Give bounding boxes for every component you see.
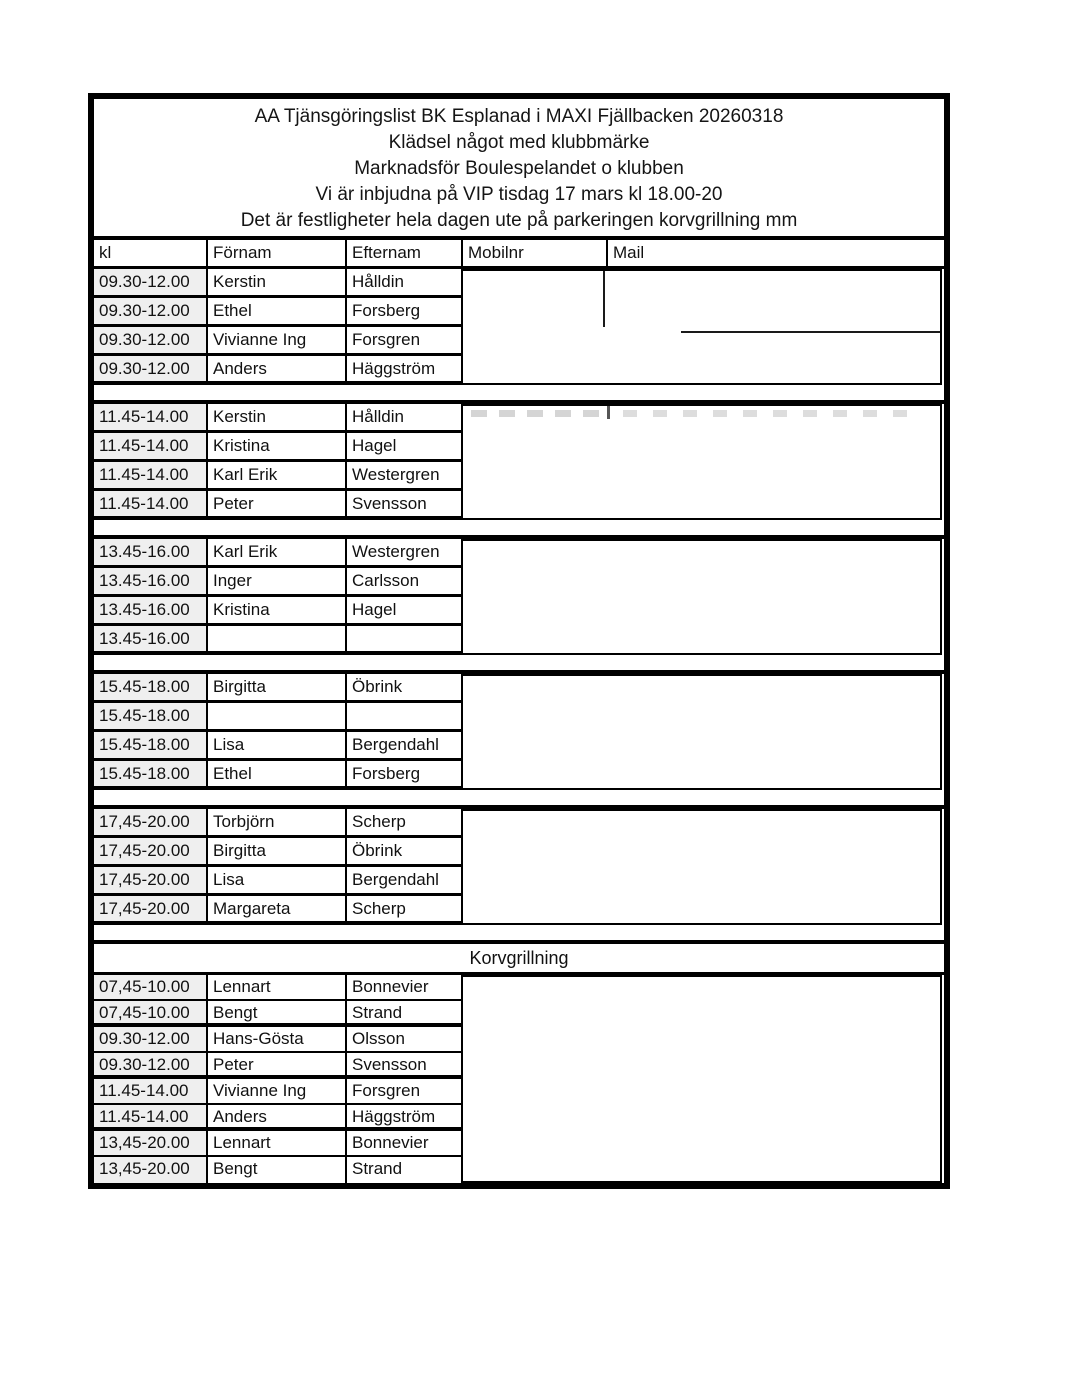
cell-fornamn xyxy=(208,626,347,651)
redacted-contact-area xyxy=(463,809,942,925)
table-row xyxy=(94,761,463,790)
cell-efternamn: Scherp xyxy=(347,809,463,835)
cell-efternamn: Strand xyxy=(347,1001,463,1023)
table-row xyxy=(94,732,463,761)
redacted-contact-area xyxy=(463,404,942,520)
column-header-fornam: Förnam xyxy=(208,240,347,266)
table-row xyxy=(94,1053,463,1079)
cell-kl: 09.30-12.00 xyxy=(94,327,208,353)
table-row xyxy=(94,462,463,491)
shift-block-0930-1200 xyxy=(94,269,944,385)
table-row xyxy=(94,1079,463,1105)
cell-fornamn: Bengt xyxy=(208,1157,347,1183)
cell-efternamn: Scherp xyxy=(347,896,463,921)
title-block xyxy=(94,99,944,236)
table-row xyxy=(94,1157,463,1183)
table-row xyxy=(94,327,463,356)
cell-kl: 15.45-18.00 xyxy=(94,732,208,758)
title-note-3: Vi är inbjudna på VIP tisdag 17 mars kl 18.00-20 xyxy=(315,184,723,205)
cell-fornamn: Karl Erik xyxy=(208,539,347,565)
cell-kl: 13,45-20.00 xyxy=(94,1157,208,1183)
erased-text-smudge xyxy=(623,410,912,417)
cell-fornamn: Torbjörn xyxy=(208,809,347,835)
cell-kl: 17,45-20.00 xyxy=(94,867,208,893)
cell-kl: 11.45-14.00 xyxy=(94,1079,208,1103)
column-header-kl: kl xyxy=(94,240,208,266)
cell-kl: 17,45-20.00 xyxy=(94,838,208,864)
cell-kl: 13.45-16.00 xyxy=(94,626,208,651)
table-row xyxy=(94,809,463,838)
separator-band xyxy=(94,655,944,674)
cell-kl: 15.45-18.00 xyxy=(94,703,208,729)
cell-kl: 11.45-14.00 xyxy=(94,491,208,516)
table-row xyxy=(94,539,463,568)
cell-efternamn: Westergren xyxy=(347,539,463,565)
redacted-contact-area xyxy=(463,975,942,1183)
separator-band xyxy=(94,790,944,809)
separator-band xyxy=(94,520,944,539)
cell-fornamn: Hans-Gösta xyxy=(208,1027,347,1051)
column-header-row xyxy=(94,236,944,269)
cell-efternamn: Strand xyxy=(347,1157,463,1183)
cell-fornamn: Lennart xyxy=(208,1131,347,1155)
scan-artifact-line xyxy=(603,271,605,327)
cell-efternamn xyxy=(347,703,463,729)
cell-fornamn: Karl Erik xyxy=(208,462,347,488)
cell-fornamn: Inger xyxy=(208,568,347,594)
cell-efternamn: Bergendahl xyxy=(347,732,463,758)
shift-block-1345-1600 xyxy=(94,539,944,655)
cell-kl: 13.45-16.00 xyxy=(94,597,208,623)
cell-efternamn: Forsgren xyxy=(347,1079,463,1103)
table-row xyxy=(94,1027,463,1053)
cell-fornamn: Vivianne Ing xyxy=(208,327,347,353)
cell-efternamn: Bergendahl xyxy=(347,867,463,893)
table-row xyxy=(94,1105,463,1131)
redacted-contact-area xyxy=(463,674,942,790)
title-note-1: Klädsel något med klubbmärke xyxy=(388,132,650,153)
cell-fornamn: Bengt xyxy=(208,1001,347,1023)
table-row xyxy=(94,404,463,433)
column-header-mobilnr: Mobilnr xyxy=(463,240,608,266)
table-row xyxy=(94,356,463,385)
cell-kl: 09.30-12.00 xyxy=(94,298,208,324)
cell-fornamn: Margareta xyxy=(208,896,347,921)
separator-band xyxy=(94,925,944,944)
cell-fornamn: Ethel xyxy=(208,298,347,324)
cell-efternamn: Bonnevier xyxy=(347,1131,463,1155)
cell-efternamn: Svensson xyxy=(347,491,463,516)
cell-kl: 15.45-18.00 xyxy=(94,674,208,700)
table-row xyxy=(94,975,463,1001)
shift-rows xyxy=(94,809,463,925)
cell-efternamn: Häggström xyxy=(347,356,463,381)
separator-band xyxy=(94,385,944,404)
table-row xyxy=(94,626,463,655)
cell-kl: 11.45-14.00 xyxy=(94,462,208,488)
cell-kl: 11.45-14.00 xyxy=(94,404,208,430)
cell-kl: 13.45-16.00 xyxy=(94,568,208,594)
table-row xyxy=(94,298,463,327)
cell-fornamn: Anders xyxy=(208,356,347,381)
table-row xyxy=(94,597,463,626)
table-row xyxy=(94,838,463,867)
cell-efternamn: Häggström xyxy=(347,1105,463,1127)
title-note-2: Marknadsför Boulespelandet o klubben xyxy=(354,158,684,179)
cell-efternamn: Forsberg xyxy=(347,298,463,324)
cell-fornamn: Kristina xyxy=(208,597,347,623)
table-row xyxy=(94,1001,463,1027)
cell-efternamn: Forsgren xyxy=(347,327,463,353)
cell-kl: 15.45-18.00 xyxy=(94,761,208,786)
cell-kl: 07,45-10.00 xyxy=(94,975,208,999)
cell-efternamn: Olsson xyxy=(347,1027,463,1051)
cell-fornamn: Peter xyxy=(208,491,347,516)
cell-efternamn: Bonnevier xyxy=(347,975,463,999)
cell-fornamn: Ethel xyxy=(208,761,347,786)
cell-fornamn: Anders xyxy=(208,1105,347,1127)
shift-block-1745-2000 xyxy=(94,809,944,925)
cell-efternamn xyxy=(347,626,463,651)
cell-fornamn: Peter xyxy=(208,1053,347,1075)
korvgrillning-rows xyxy=(94,975,463,1183)
cell-kl: 09.30-12.00 xyxy=(94,356,208,381)
table-row xyxy=(94,703,463,732)
cell-kl: 11.45-14.00 xyxy=(94,433,208,459)
cell-fornamn: Birgitta xyxy=(208,838,347,864)
shift-rows xyxy=(94,404,463,520)
cell-fornamn xyxy=(208,703,347,729)
cell-efternamn: Svensson xyxy=(347,1053,463,1075)
erased-text-smudge xyxy=(471,410,601,417)
table-row xyxy=(94,867,463,896)
table-row xyxy=(94,568,463,597)
table-row xyxy=(94,433,463,462)
cell-efternamn: Öbrink xyxy=(347,838,463,864)
table-row xyxy=(94,896,463,925)
cell-fornamn: Lennart xyxy=(208,975,347,999)
shift-rows xyxy=(94,269,463,385)
schedule-sheet xyxy=(88,93,950,1189)
table-row xyxy=(94,491,463,520)
cell-efternamn: Hålldin xyxy=(347,404,463,430)
cell-kl: 13.45-16.00 xyxy=(94,539,208,565)
table-row xyxy=(94,1131,463,1157)
shift-block-1545-1800 xyxy=(94,674,944,790)
shift-block-1145-1400 xyxy=(94,404,944,520)
cell-kl: 17,45-20.00 xyxy=(94,809,208,835)
scan-artifact-line xyxy=(681,331,940,333)
cell-efternamn: Hagel xyxy=(347,597,463,623)
cell-kl: 09.30-12.00 xyxy=(94,1027,208,1051)
document-title: AA Tjänsgöringslist BK Esplanad i MAXI Fjällbacken 20260318 xyxy=(254,106,784,127)
cell-fornamn: Lisa xyxy=(208,732,347,758)
cell-efternamn: Forsberg xyxy=(347,761,463,786)
cell-efternamn: Hålldin xyxy=(347,269,463,295)
cell-fornamn: Kristina xyxy=(208,433,347,459)
shift-rows xyxy=(94,539,463,655)
column-header-efternam: Efternam xyxy=(347,240,463,266)
table-row xyxy=(94,269,463,298)
redacted-contact-area xyxy=(463,539,942,655)
cell-kl: 09.30-12.00 xyxy=(94,1053,208,1075)
cell-efternamn: Carlsson xyxy=(347,568,463,594)
table-row xyxy=(94,674,463,703)
cell-fornamn: Lisa xyxy=(208,867,347,893)
shift-rows xyxy=(94,674,463,790)
korvgrillning-block xyxy=(94,975,944,1183)
title-note-4: Det är festligheter hela dagen ute på parkeringen korvgrillning mm xyxy=(240,210,798,231)
cell-efternamn: Hagel xyxy=(347,433,463,459)
cell-kl: 09.30-12.00 xyxy=(94,269,208,295)
cell-kl: 07,45-10.00 xyxy=(94,1001,208,1023)
cell-fornamn: Kerstin xyxy=(208,404,347,430)
cell-fornamn: Birgitta xyxy=(208,674,347,700)
cell-fornamn: Vivianne Ing xyxy=(208,1079,347,1103)
redacted-contact-area xyxy=(463,269,942,385)
cell-kl: 11.45-14.00 xyxy=(94,1105,208,1127)
cell-efternamn: Öbrink xyxy=(347,674,463,700)
cell-kl: 17,45-20.00 xyxy=(94,896,208,921)
cell-efternamn: Westergren xyxy=(347,462,463,488)
cell-kl: 13,45-20.00 xyxy=(94,1131,208,1155)
section-header-korvgrillning: Korvgrillning xyxy=(94,944,944,975)
scan-artifact-tick xyxy=(607,406,610,419)
cell-fornamn: Kerstin xyxy=(208,269,347,295)
column-header-mail: Mail xyxy=(613,243,645,262)
